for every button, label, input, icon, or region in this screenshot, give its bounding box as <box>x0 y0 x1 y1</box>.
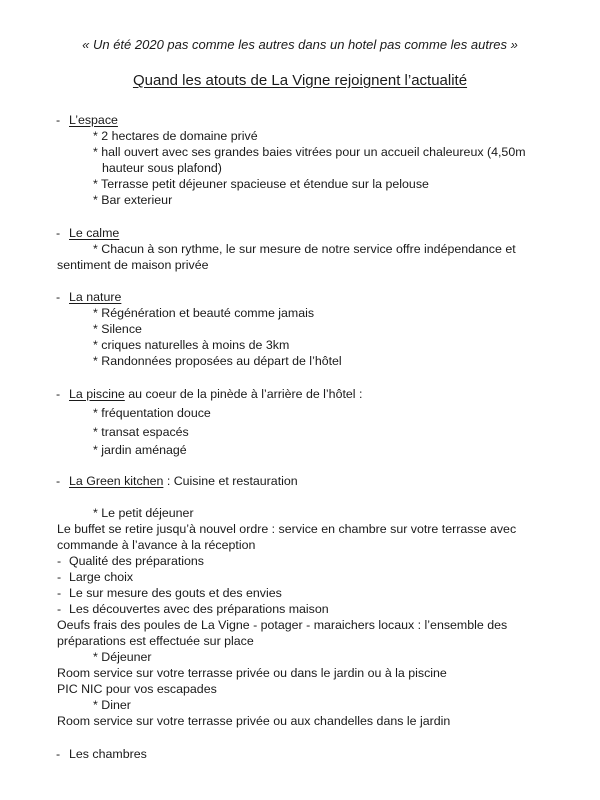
point-item: Le sur mesure des gouts et des envies <box>69 586 282 600</box>
paragraph-line: Le buffet se retire jusqu’à nouvel ordre : service en chambre sur votre terrasse avec <box>57 522 517 536</box>
dash-bullet: - <box>57 554 62 568</box>
title-text: Quand les atouts de La Vigne rejoignent l’actualité <box>132 72 468 89</box>
list-item: * fréquentation douce <box>93 406 211 420</box>
dash-bullet: - <box>56 290 61 304</box>
list-item: * transat espacés <box>93 425 189 439</box>
dash-bullet: - <box>57 602 62 616</box>
list-item: * jardin aménagé <box>93 443 187 457</box>
intro-quote: « Un été 2020 pas comme les autres dans un hotel pas comme les autres » <box>82 37 518 52</box>
list-item: * criques naturelles à moins de 3km <box>93 338 290 352</box>
point-item: Les découvertes avec des préparations maison <box>69 602 329 616</box>
paragraph-line: commande à l’avance à la réception <box>57 538 256 552</box>
paragraph-line: Room service sur votre terrasse privée ou dans le jardin ou à la piscine <box>57 666 447 680</box>
section-heading-chambres: Les chambres <box>69 747 147 761</box>
dash-bullet: - <box>56 113 61 127</box>
dash-bullet: - <box>56 387 61 401</box>
paragraph-line: Room service sur votre terrasse privée ou aux chandelles dans le jardin <box>57 714 451 728</box>
paragraph-line: sentiment de maison privée <box>57 258 209 272</box>
dash-bullet: - <box>56 474 61 488</box>
point-item: Qualité des préparations <box>69 554 205 568</box>
list-item: * Silence <box>93 322 142 336</box>
subheading-dejeuner: * Déjeuner <box>93 650 152 664</box>
paragraph-line: préparations est effectuée sur place <box>57 634 254 648</box>
section-heading-suffix: : Cuisine et restauration <box>163 474 298 488</box>
dash-bullet: - <box>56 747 61 761</box>
section-heading-calme: Le calme <box>69 226 120 240</box>
paragraph-line: PIC NIC pour vos escapades <box>57 682 217 696</box>
list-item: * 2 hectares de domaine privé <box>93 129 258 143</box>
subheading-diner: * Diner <box>93 698 131 712</box>
section-heading-green-kitchen: La Green kitchen <box>69 474 164 488</box>
dash-bullet: - <box>57 570 62 584</box>
list-item: * Chacun à son rythme, le sur mesure de notre service offre indépendance et <box>93 242 516 256</box>
section-heading-espace: L’espace <box>69 113 118 127</box>
list-item: * hall ouvert avec ses grandes baies vitrées pour un accueil chaleureux (4,50m <box>93 145 526 159</box>
subheading-petit-dejeuner: * Le petit déjeuner <box>93 506 194 520</box>
paragraph-line: Oeufs frais des poules de La Vigne - potager - maraichers locaux : l’ensemble des <box>57 618 508 632</box>
document-title <box>0 73 600 89</box>
point-item: Large choix <box>69 570 134 584</box>
section-heading-piscine: La piscine <box>69 387 125 401</box>
list-item: * Régénération et beauté comme jamais <box>93 306 315 320</box>
section-heading-piscine-line <box>69 386 362 402</box>
list-item-continuation: hauteur sous plafond) <box>102 161 222 175</box>
section-heading-nature: La nature <box>69 290 122 304</box>
section-heading-suffix: au coeur de la pinède à l’arrière de l’hôtel : <box>124 387 363 401</box>
list-item: * Terrasse petit déjeuner spacieuse et étendue sur la pelouse <box>93 177 429 191</box>
dash-bullet: - <box>56 226 61 240</box>
dash-bullet: - <box>57 586 62 600</box>
list-item: * Bar exterieur <box>93 193 173 207</box>
list-item: * Randonnées proposées au départ de l’hôtel <box>93 354 342 368</box>
section-heading-green-kitchen-line <box>69 473 298 489</box>
